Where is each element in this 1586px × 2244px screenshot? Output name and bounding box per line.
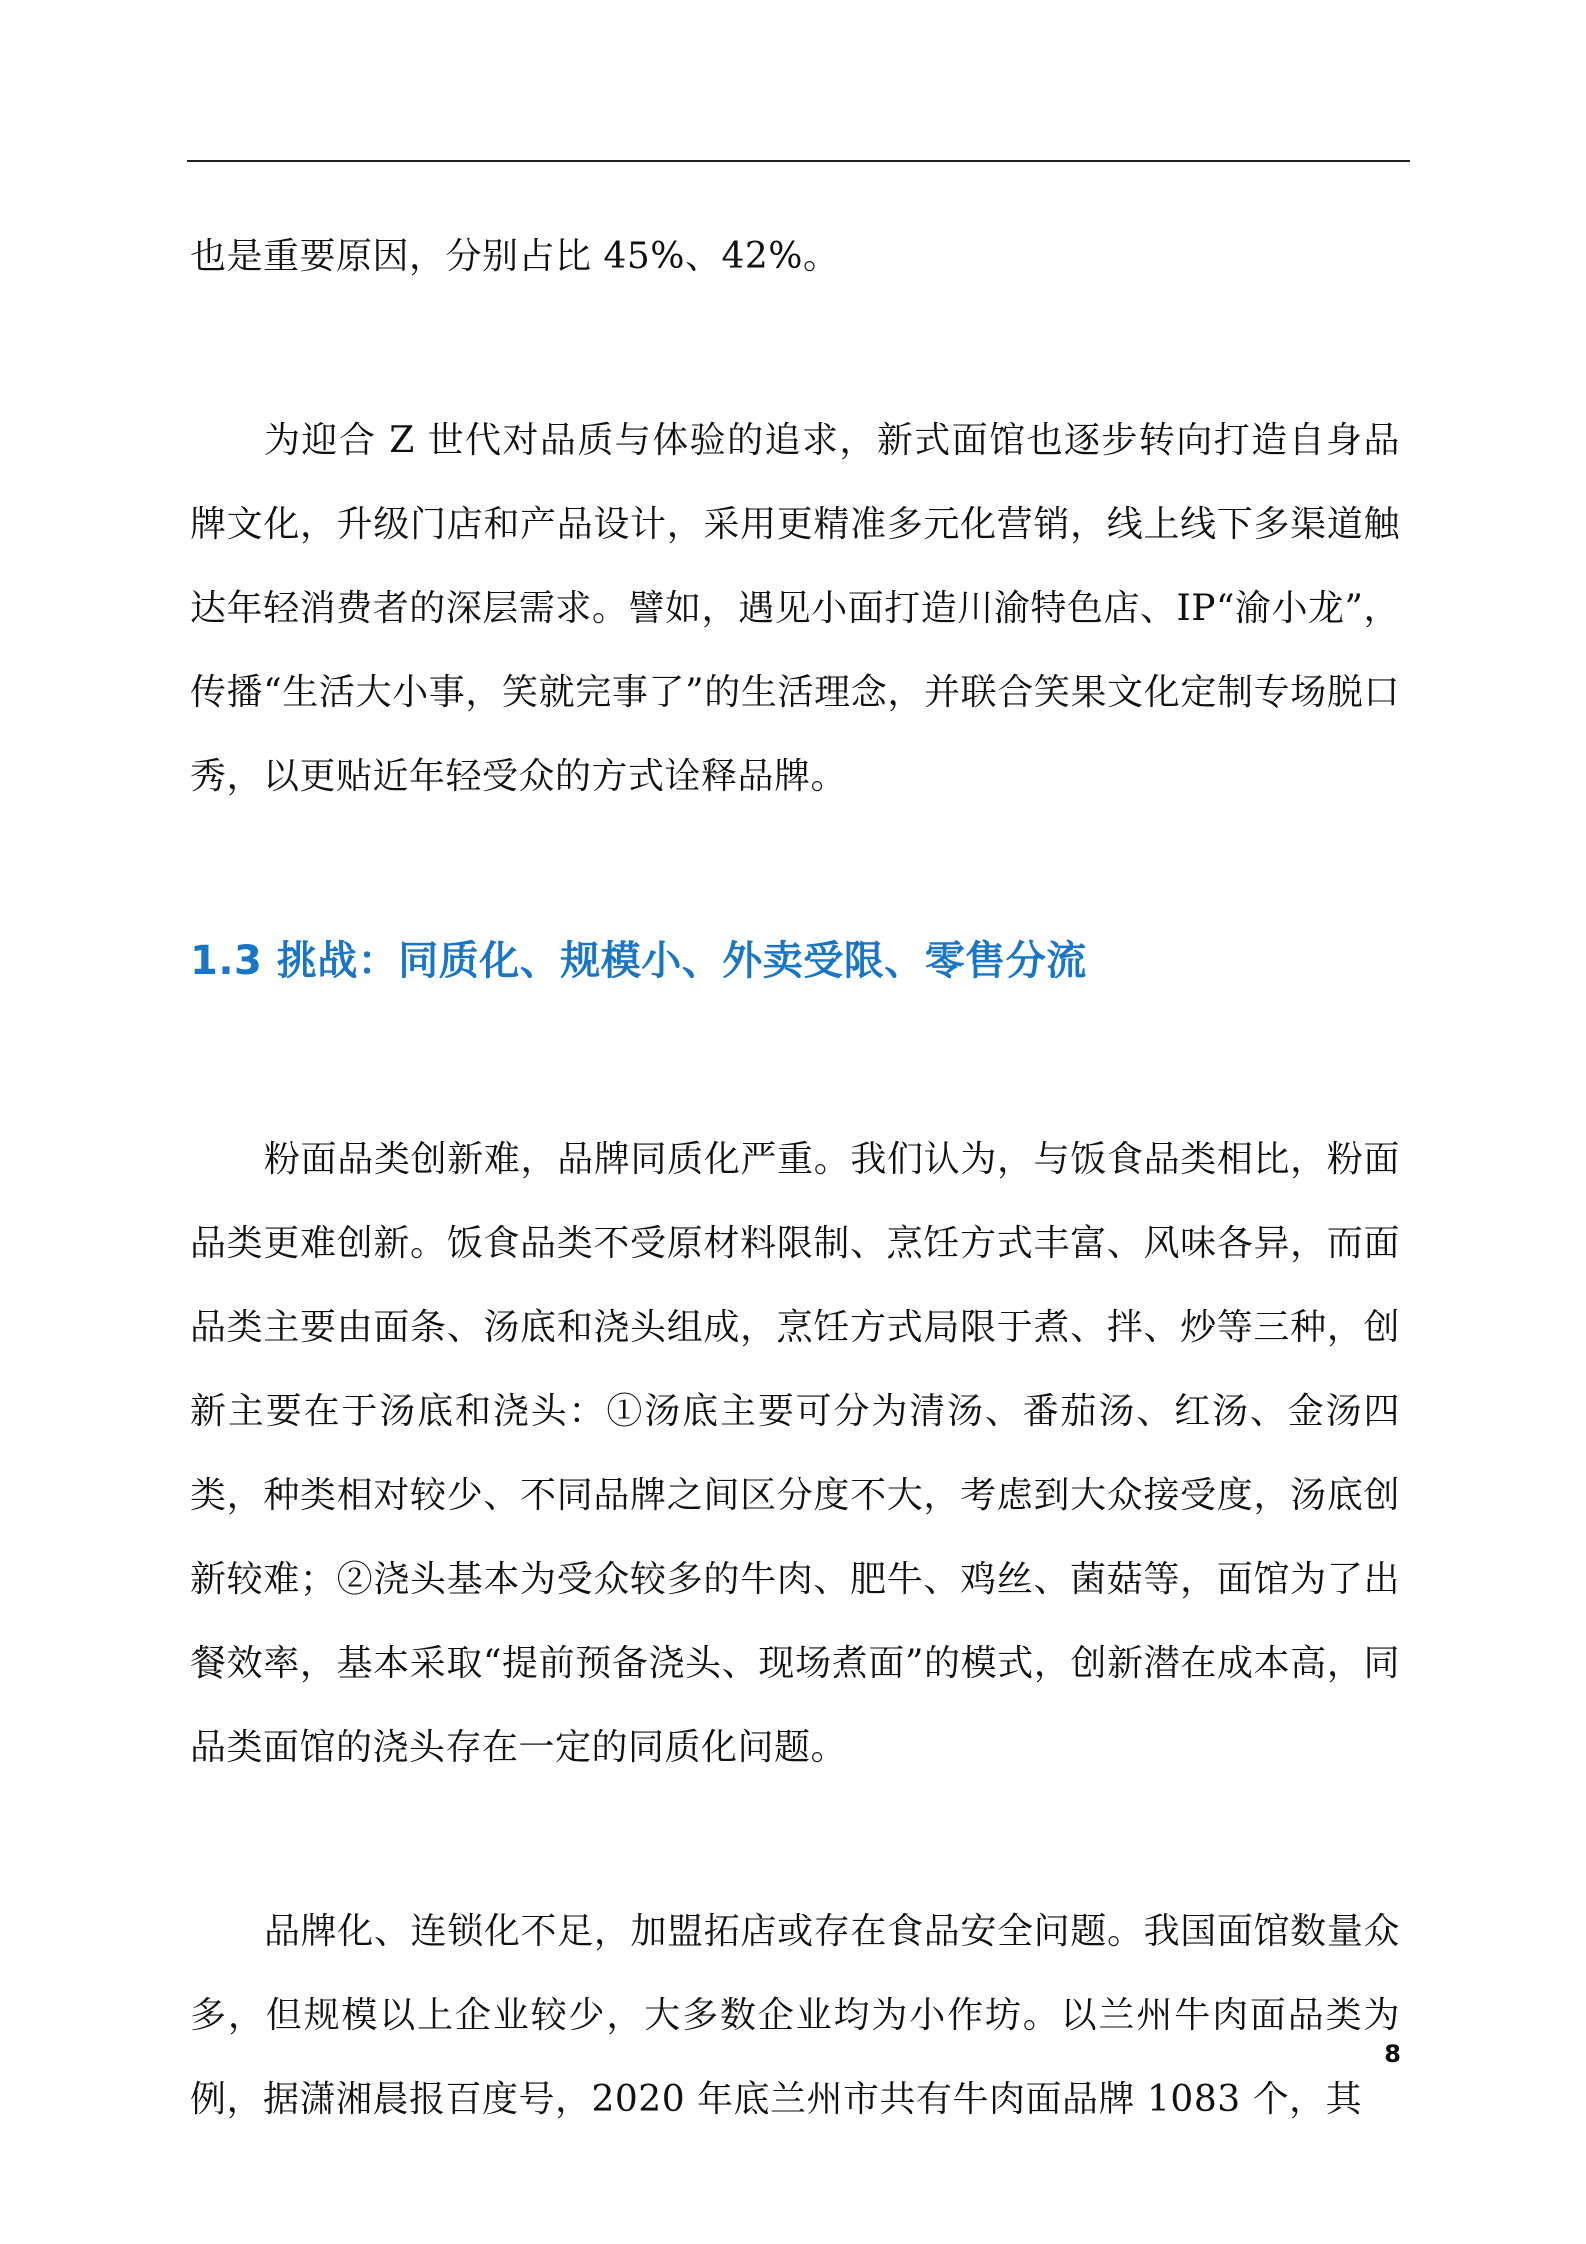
paragraph-innovation-difficulty: 粉面品类创新难，品牌同质化严重。我们认为，与饭食品类相比，粉面品类更难创新。饭食品类不受原材料限制、烹饪方式丰富、风味各异，而面品类主要由面条、汤底和浇头组成，烹饪方式局限于煮、拌、炒等三种，创新主要在于汤底和浇头：①汤底主要可分为清汤、番茄汤、红汤、金汤四类，种类相对较少、不同品牌之间区分度不大，考虑到大众接受度，汤底创新较难；②浇头基本为受众较多的牛肉、肥牛、鸡丝、菌菇等，面馆为了出餐效率，基本采取“提前预备浇头、现场煮面”的模式，创新潜在成本高，同品类面馆的浇头存在一定的同质化问题。: [190, 1139, 1400, 1768]
page-number: 8: [1384, 2040, 1401, 2068]
paragraph-continued: 也是重要原因，分别占比 45%、42%。: [190, 236, 840, 277]
header-rule: [187, 160, 1410, 162]
page-body: [190, 215, 1400, 2142]
section-heading: 1.3 挑战：同质化、规模小、外卖受限、零售分流: [190, 938, 1087, 984]
paragraph-chain-scale: 品牌化、连锁化不足，加盟拓店或存在食品安全问题。我国面馆数量众多，但规模以上企业较少，大多数企业均为小作坊。以兰州牛肉面品类为例，据潇湘晨报百度号，2020 年底兰州市共有牛肉面品牌 1083 个，其: [190, 1911, 1400, 2120]
paragraph-gen-z-branding: 为迎合 Z 世代对品质与体验的追求，新式面馆也逐步转向打造自身品牌文化，升级门店和产品设计，采用更精准多元化营销，线上线下多渠道触达年轻消费者的深层需求。譬如，遇见小面打造川渝特色店、IP“渝小龙”，传播“生活大小事，笑就完事了”的生活理念，并联合笑果文化定制专场脱口秀，以更贴近年轻受众的方式诠释品牌。: [190, 420, 1400, 797]
